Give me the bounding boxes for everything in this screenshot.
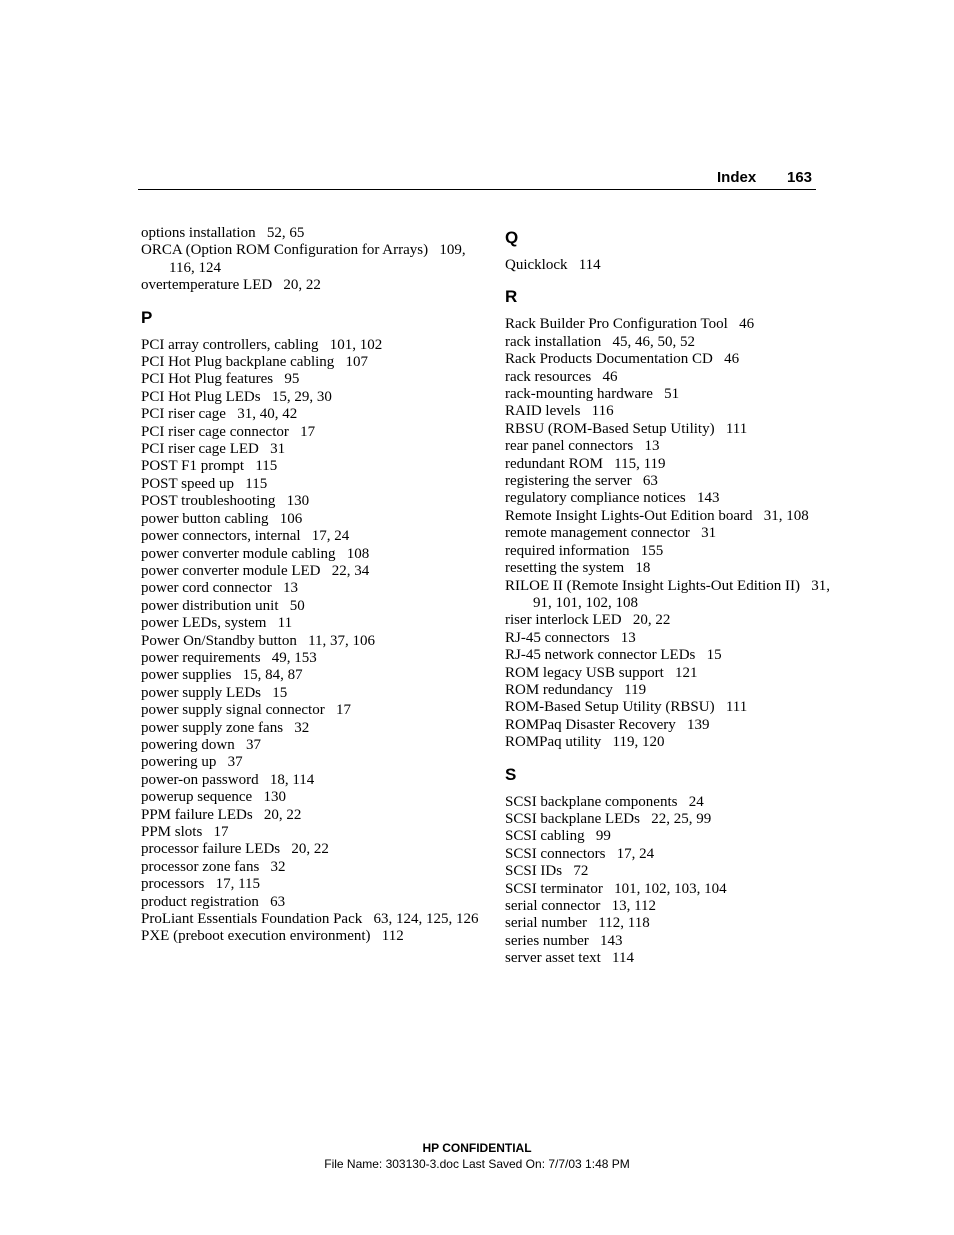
index-entry: PPM slots 17 bbox=[141, 824, 229, 840]
index-entry: ProLiant Essentials Foundation Pack 63, 124, 125, 126 bbox=[141, 911, 479, 928]
index-entry: Rack Products Documentation CD 46 bbox=[505, 351, 740, 368]
index-entry: power LEDs, system 11 bbox=[141, 615, 293, 632]
index-entry: rack resources 46 bbox=[505, 368, 618, 385]
index-entry: Rack Builder Pro Configuration Tool 46 bbox=[505, 316, 755, 333]
index-entry: rack installation 45, 46, 50, 52 bbox=[505, 333, 695, 350]
index-entry: Quicklock 114 bbox=[505, 257, 601, 273]
index-entry: processor failure LEDs 20, 22 bbox=[141, 841, 329, 858]
index-entry: Remote Insight Lights-Out Edition board 31, 108 bbox=[505, 507, 809, 524]
index-entry: PCI riser cage 31, 40, 42 bbox=[141, 406, 298, 423]
index-entry: rear panel connectors 13 bbox=[505, 438, 660, 455]
index-entry: POST F1 prompt 115 bbox=[141, 458, 278, 475]
index-entry: powering down 37 bbox=[141, 736, 261, 753]
index-entry: remote management connector 31 bbox=[505, 525, 717, 542]
index-entry: power supply zone fans 32 bbox=[141, 719, 310, 736]
index-entry: ORCA (Option ROM Configuration for Arrays) 109, 116, 124 bbox=[141, 242, 470, 276]
index-entry: POST troubleshooting 130 bbox=[141, 493, 310, 510]
index-entry: server asset text 114 bbox=[505, 950, 634, 967]
index-entry: ROMPaq Disaster Recovery 139 bbox=[505, 716, 710, 733]
index-entry: PCI Hot Plug backplane cabling 107 bbox=[141, 354, 369, 371]
index-entry: redundant ROM 115, 119 bbox=[505, 455, 666, 472]
index-entry: registering the server 63 bbox=[505, 473, 658, 490]
page-footer bbox=[0, 1140, 954, 1172]
index-entry: powerup sequence 130 bbox=[141, 789, 286, 806]
index-entry: PCI Hot Plug features 95 bbox=[141, 371, 300, 388]
index-entry: serial number 112, 118 bbox=[505, 915, 650, 932]
index-entry: SCSI terminator 101, 102, 103, 104 bbox=[505, 880, 727, 897]
index-entry: required information 155 bbox=[505, 542, 664, 559]
index-entry: SCSI backplane components 24 bbox=[505, 793, 704, 810]
index-entry: rack-mounting hardware 51 bbox=[505, 386, 680, 403]
header-rule bbox=[138, 189, 816, 190]
index-entry: power button cabling 106 bbox=[141, 510, 303, 527]
index-entry: resetting the system 18 bbox=[505, 560, 651, 577]
index-entry: PXE (preboot execution environment) 112 bbox=[141, 928, 404, 945]
index-entry: power-on password 18, 114 bbox=[141, 771, 315, 788]
index-entry: series number 143 bbox=[505, 932, 623, 949]
index-entry: SCSI connectors 17, 24 bbox=[505, 845, 655, 862]
index-entry: power connectors, internal 17, 24 bbox=[141, 528, 350, 545]
index-entry: RBSU (ROM-Based Setup Utility) 111 bbox=[505, 420, 748, 437]
section-title: Index bbox=[717, 169, 757, 186]
index-entry: options installation 52, 65 bbox=[141, 225, 305, 241]
page-number: 163 bbox=[787, 169, 813, 186]
index-entry: POST speed up 115 bbox=[141, 475, 268, 492]
index-entry: power distribution unit 50 bbox=[141, 597, 305, 614]
index-entry: PCI riser cage connector 17 bbox=[141, 423, 316, 440]
index-entry: power requirements 49, 153 bbox=[141, 649, 317, 666]
index-entry: ROM redundancy 119 bbox=[505, 681, 647, 698]
index-letter-heading: S bbox=[505, 764, 517, 784]
index-entry: power converter module cabling 108 bbox=[141, 545, 370, 562]
index-entry: ROM legacy USB support 121 bbox=[505, 664, 698, 681]
index-entry: product registration 63 bbox=[141, 893, 286, 910]
index-entry: ROMPaq utility 119, 120 bbox=[505, 734, 665, 751]
index-entry: SCSI backplane LEDs 22, 25, 99 bbox=[505, 810, 712, 827]
index-entry: RAID levels 116 bbox=[505, 403, 614, 420]
index-column-left bbox=[141, 225, 481, 946]
index-entry: riser interlock LED 20, 22 bbox=[505, 612, 671, 629]
index-entry: serial connector 13, 112 bbox=[505, 898, 657, 914]
index-entry: SCSI IDs 72 bbox=[505, 863, 589, 880]
file-info: File Name: 303130-3.doc Last Saved On: 7/7/03 1:48 PM bbox=[324, 1157, 630, 1171]
index-letter-heading: P bbox=[141, 307, 153, 327]
index-entry: Power On/Standby button 11, 37, 106 bbox=[141, 632, 376, 649]
index-entry: power converter module LED 22, 34 bbox=[141, 562, 370, 579]
index-entry: ROM-Based Setup Utility (RBSU) 111 bbox=[505, 699, 748, 716]
index-entry: SCSI cabling 99 bbox=[505, 828, 611, 845]
index-column-right bbox=[505, 227, 835, 968]
index-entry: powering up 37 bbox=[141, 754, 243, 771]
confidential-label: HP CONFIDENTIAL bbox=[422, 1141, 532, 1155]
index-entry: power cord connector 13 bbox=[141, 580, 299, 597]
index-entry: RJ-45 network connector LEDs 15 bbox=[505, 647, 722, 664]
index-entry: processor zone fans 32 bbox=[141, 858, 286, 875]
index-entry: processors 17, 115 bbox=[141, 876, 261, 893]
index-entry: PCI array controllers, cabling 101, 102 bbox=[141, 336, 383, 353]
index-entry: PCI riser cage LED 31 bbox=[141, 441, 286, 458]
index-entry: RILOE II (Remote Insight Lights-Out Edition II) 31, 91, 101, 102, 108 bbox=[505, 577, 834, 611]
index-letter-heading: Q bbox=[505, 228, 519, 247]
index-entry: regulatory compliance notices 143 bbox=[505, 490, 720, 507]
index-entry: overtemperature LED 20, 22 bbox=[141, 277, 321, 294]
index-entry: RJ-45 connectors 13 bbox=[505, 629, 636, 646]
index-entry: PCI Hot Plug LEDs 15, 29, 30 bbox=[141, 388, 332, 405]
index-letter-heading: R bbox=[505, 287, 518, 307]
index-entry: power supplies 15, 84, 87 bbox=[141, 667, 303, 684]
index-entry: power supply LEDs 15 bbox=[141, 684, 288, 701]
index-entry: PPM failure LEDs 20, 22 bbox=[141, 806, 302, 823]
page-header bbox=[138, 167, 816, 189]
index-entry: power supply signal connector 17 bbox=[141, 702, 351, 719]
